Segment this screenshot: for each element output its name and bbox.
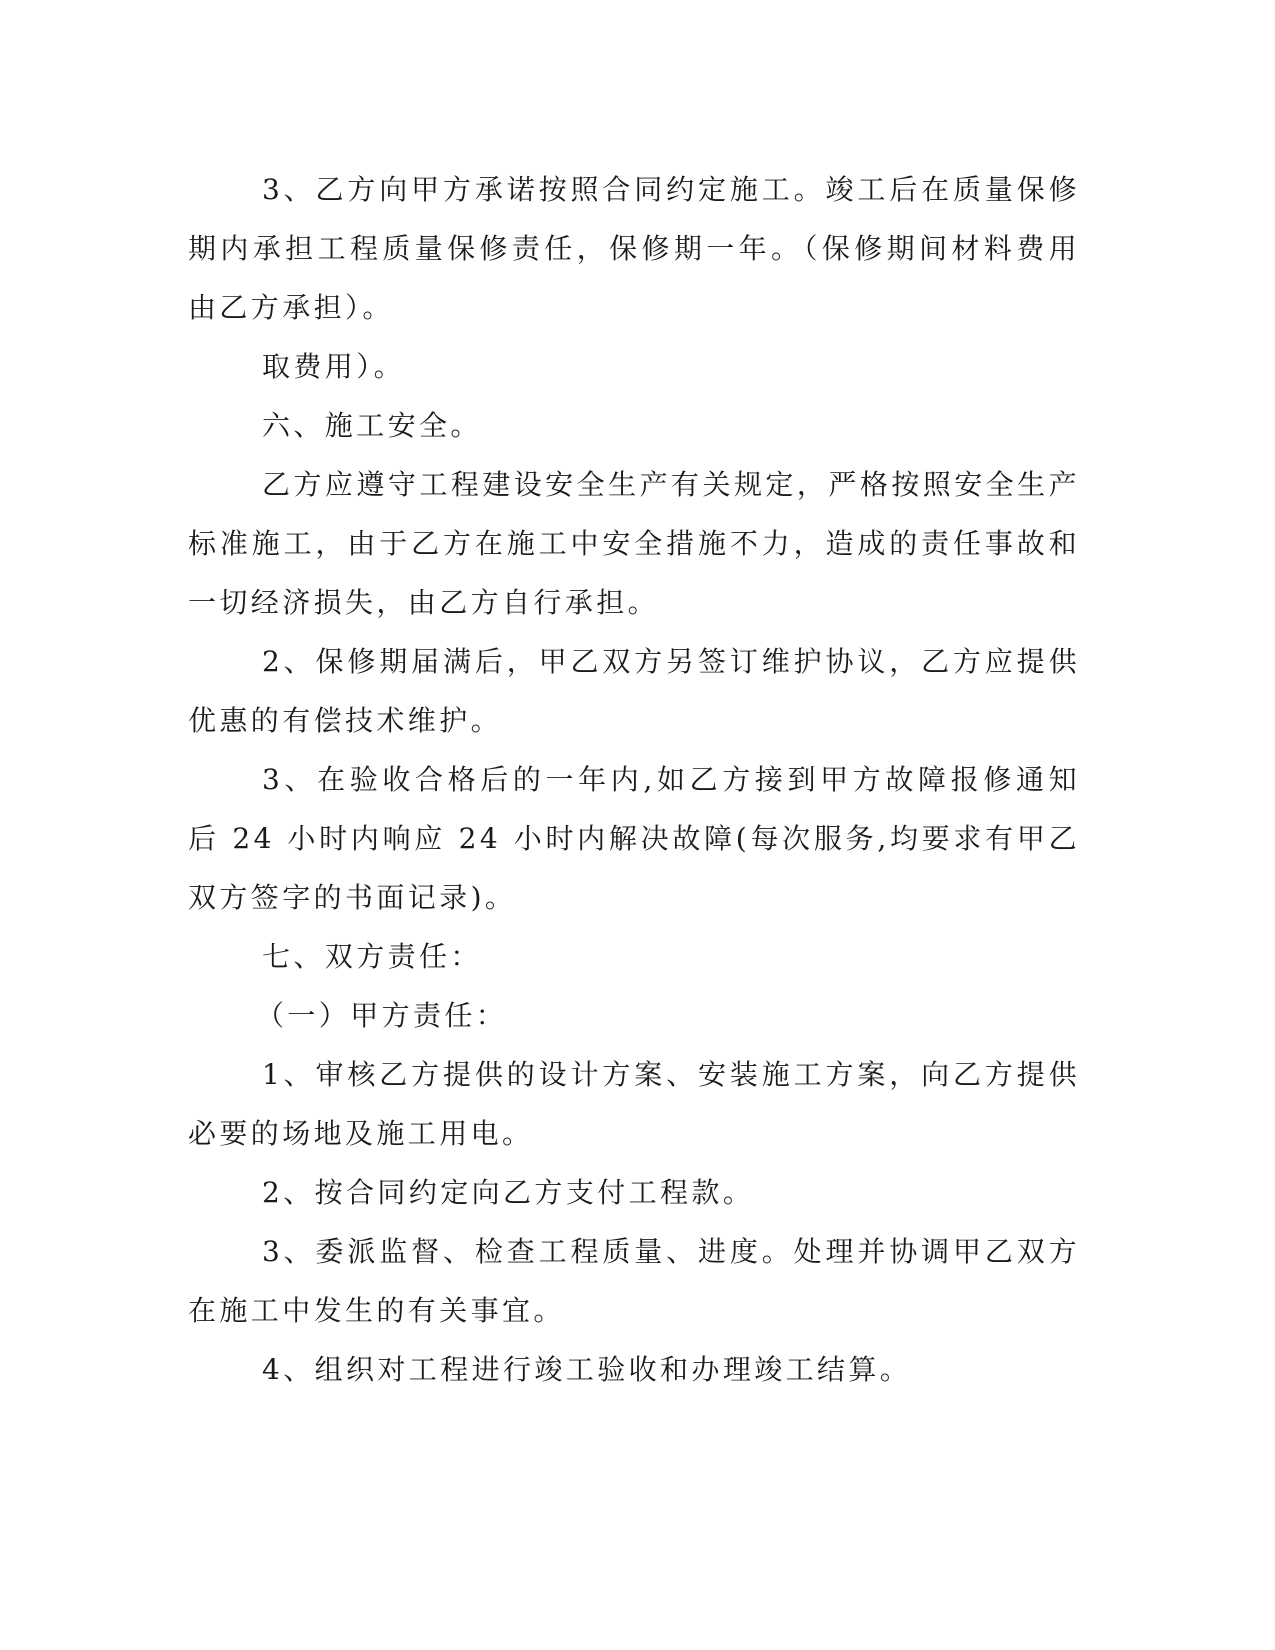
section-heading-responsibilities: 七、双方责任： <box>262 940 482 973</box>
paragraph-safety-rules: 乙方应遵守工程建设安全生产有关规定，严格按照安全生产标准施工，由于乙方在施工中安全措施不力，造成的责任事故和一切经济损失，由乙方自行承担。 <box>188 468 1080 619</box>
paragraph-payment: 2、按合同约定向乙方支付工程款。 <box>262 1176 755 1209</box>
paragraph-repair-response: 3、在验收合格后的一年内,如乙方接到甲方故障报修通知后 24 小时内响应 24 小时内解决故障(每次服务,均要求有甲乙双方签字的书面记录)。 <box>188 763 1080 914</box>
paragraph-maintenance-agreement: 2、保修期届满后，甲乙双方另签订维护协议，乙方应提供优惠的有偿技术维护。 <box>188 645 1080 737</box>
subheading-party-a-responsibilities: （一）甲方责任： <box>256 999 508 1032</box>
paragraph-review-plans: 1、审核乙方提供的设计方案、安装施工方案，向乙方提供必要的场地及施工用电。 <box>188 1058 1080 1150</box>
paragraph-fee-fragment: 取费用）。 <box>262 350 406 383</box>
paragraph-acceptance-settlement: 4、组织对工程进行竣工验收和办理竣工结算。 <box>262 1353 912 1386</box>
paragraph-supervision: 3、委派监督、检查工程质量、进度。处理并协调甲乙双方在施工中发生的有关事宜。 <box>188 1235 1080 1327</box>
paragraph-warranty-commitment: 3、乙方向甲方承诺按照合同约定施工。竣工后在质量保修期内承担工程质量保修责任，保修期一年。（保修期间材料费用由乙方承担）。 <box>188 173 1080 324</box>
document-body <box>188 160 1080 1399</box>
section-heading-construction-safety: 六、施工安全。 <box>262 409 482 442</box>
